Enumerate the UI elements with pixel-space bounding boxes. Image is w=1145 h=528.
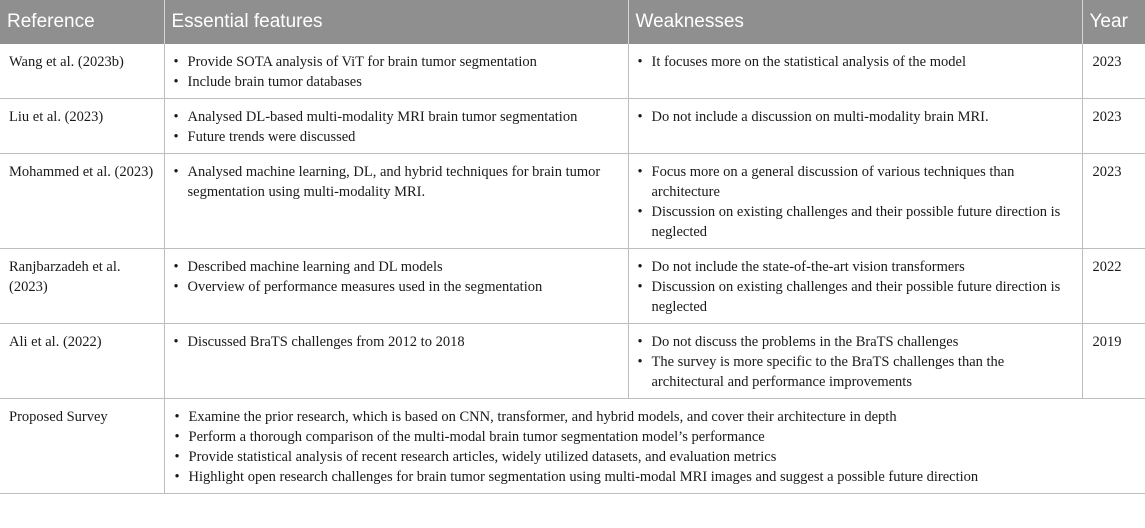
weakness-item: • It focuses more on the statistical analysis of the model <box>638 52 1075 72</box>
feature-item: • Provide SOTA analysis of ViT for brain tumor segmentation <box>174 52 621 72</box>
table-row <box>0 99 1145 154</box>
proposed-items-cell <box>164 399 1145 494</box>
weaknesses-cell <box>628 99 1082 154</box>
reference-cell: Wang et al. (2023b) <box>0 44 164 99</box>
weakness-item: • Do not discuss the problems in the BraTS challenges <box>638 332 1075 352</box>
year-cell: 2023 <box>1082 99 1145 154</box>
header-features: Essential features <box>164 0 628 44</box>
weakness-item: • The survey is more specific to the BraTS challenges than the architectural and performance improvements <box>638 352 1075 392</box>
weaknesses-cell <box>628 249 1082 324</box>
year-cell: 2022 <box>1082 249 1145 324</box>
year-cell: 2023 <box>1082 44 1145 99</box>
feature-item: • Analysed machine learning, DL, and hybrid techniques for brain tumor segmentation using multi-modality MRI. <box>174 162 621 202</box>
weakness-item: • Discussion on existing challenges and their possible future direction is neglected <box>638 277 1075 317</box>
weaknesses-cell <box>628 324 1082 399</box>
features-cell <box>164 44 628 99</box>
proposed-row <box>0 399 1145 494</box>
proposed-item: • Provide statistical analysis of recent research articles, widely utilized datasets, and evaluation metrics <box>175 447 1139 467</box>
header-reference: Reference <box>0 0 164 44</box>
year-cell: 2019 <box>1082 324 1145 399</box>
feature-item: • Include brain tumor databases <box>174 72 621 92</box>
reference-cell: Ranjbarzadeh et al. (2023) <box>0 249 164 324</box>
table-row <box>0 249 1145 324</box>
table-row <box>0 154 1145 249</box>
feature-item: • Overview of performance measures used in the segmentation <box>174 277 621 297</box>
proposed-item: • Highlight open research challenges for brain tumor segmentation using multi-modal MRI images and suggest a possible future direction <box>175 467 1139 487</box>
weaknesses-cell <box>628 154 1082 249</box>
feature-item: • Analysed DL-based multi-modality MRI brain tumor segmentation <box>174 107 621 127</box>
weakness-item: • Focus more on a general discussion of various techniques than architecture <box>638 162 1075 202</box>
weakness-item: • Do not include the state-of-the-art vision transformers <box>638 257 1075 277</box>
proposed-item: • Perform a thorough comparison of the multi-modal brain tumor segmentation model’s performance <box>175 427 1139 447</box>
reference-cell: Ali et al. (2022) <box>0 324 164 399</box>
feature-item: • Discussed BraTS challenges from 2012 to 2018 <box>174 332 621 352</box>
reference-cell: Proposed Survey <box>0 399 164 494</box>
features-cell <box>164 249 628 324</box>
weakness-item: • Discussion on existing challenges and their possible future direction is neglected <box>638 202 1075 242</box>
table-row <box>0 324 1145 399</box>
header-weaknesses: Weaknesses <box>628 0 1082 44</box>
reference-cell: Liu et al. (2023) <box>0 99 164 154</box>
weaknesses-cell <box>628 44 1082 99</box>
reference-cell: Mohammed et al. (2023) <box>0 154 164 249</box>
features-cell <box>164 324 628 399</box>
header-year: Year <box>1082 0 1145 44</box>
feature-item: • Future trends were discussed <box>174 127 621 147</box>
header-row <box>0 0 1145 44</box>
weakness-item: • Do not include a discussion on multi-modality brain MRI. <box>638 107 1075 127</box>
feature-item: • Described machine learning and DL models <box>174 257 621 277</box>
proposed-item: • Examine the prior research, which is based on CNN, transformer, and hybrid models, and cover their architecture in depth <box>175 407 1139 427</box>
year-cell: 2023 <box>1082 154 1145 249</box>
features-cell <box>164 99 628 154</box>
features-cell <box>164 154 628 249</box>
table-row <box>0 44 1145 99</box>
